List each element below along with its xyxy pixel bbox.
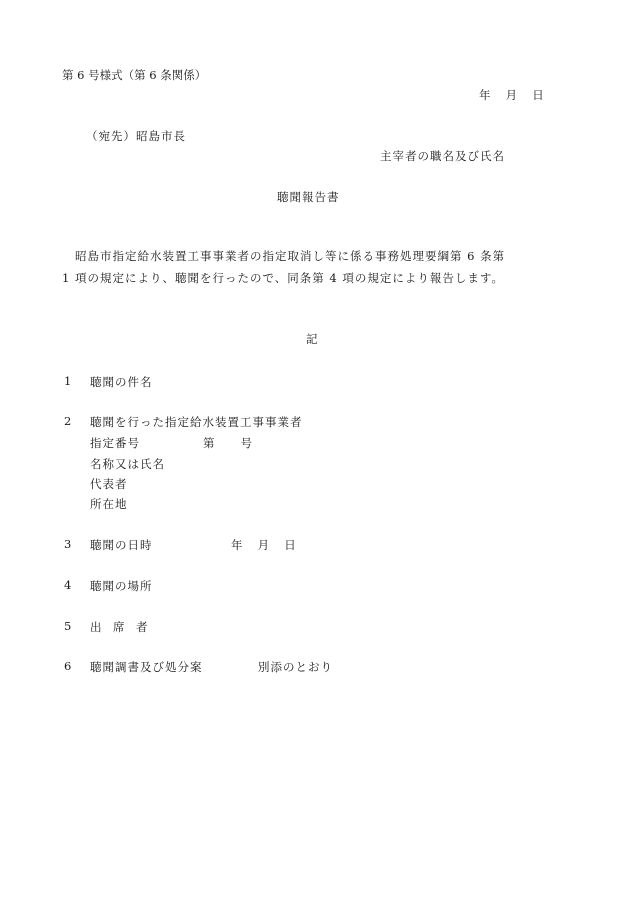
item-6-label: 聴聞調書及び処分案 [90,660,203,674]
item-5-number: 5 [64,619,72,633]
document-title: 聴聞報告書 [277,190,340,204]
item-4-label: 聴聞の場所 [90,579,153,593]
item-3-label: 聴聞の日時 [90,538,153,552]
sender-name-title: 主宰者の職名及び氏名 [380,149,505,163]
item-1-label: 聴聞の件名 [90,375,153,389]
item-4-number: 4 [64,578,72,592]
item-5-label: 出 席 者 [90,620,148,634]
form-label: 第 6 号様式（第 6 条関係） [62,68,207,82]
item-2-address-label: 所在地 [90,497,128,511]
item-2-number: 2 [64,414,72,428]
item-3-number: 3 [64,537,72,551]
item-2-designation-label: 指定番号 [90,436,140,450]
date-line: 年 月 日 [479,88,544,102]
item-6-number: 6 [64,659,72,673]
ki-heading: 記 [306,332,318,346]
item-2-name-label: 名称又は氏名 [90,457,165,471]
item-2-label: 聴聞を行った指定給水装置工事事業者 [90,415,303,429]
body-text-line-1: 昭島市指定給水装置工事事業者の指定取消し等に係る事務処理要綱第 6 条第 [75,249,506,263]
item-2-designation-value: 第 号 [203,436,253,450]
item-2-representative-label: 代表者 [90,477,128,491]
item-3-value: 年 月 日 [231,538,296,552]
item-1-number: 1 [64,374,72,388]
item-6-value: 別添のとおり [258,660,333,674]
body-text-line-2: 1 項の規定により、聴聞を行ったので、同条第 4 項の規定により報告します。 [62,271,504,285]
addressee: （宛先）昭島市長 [86,129,186,143]
